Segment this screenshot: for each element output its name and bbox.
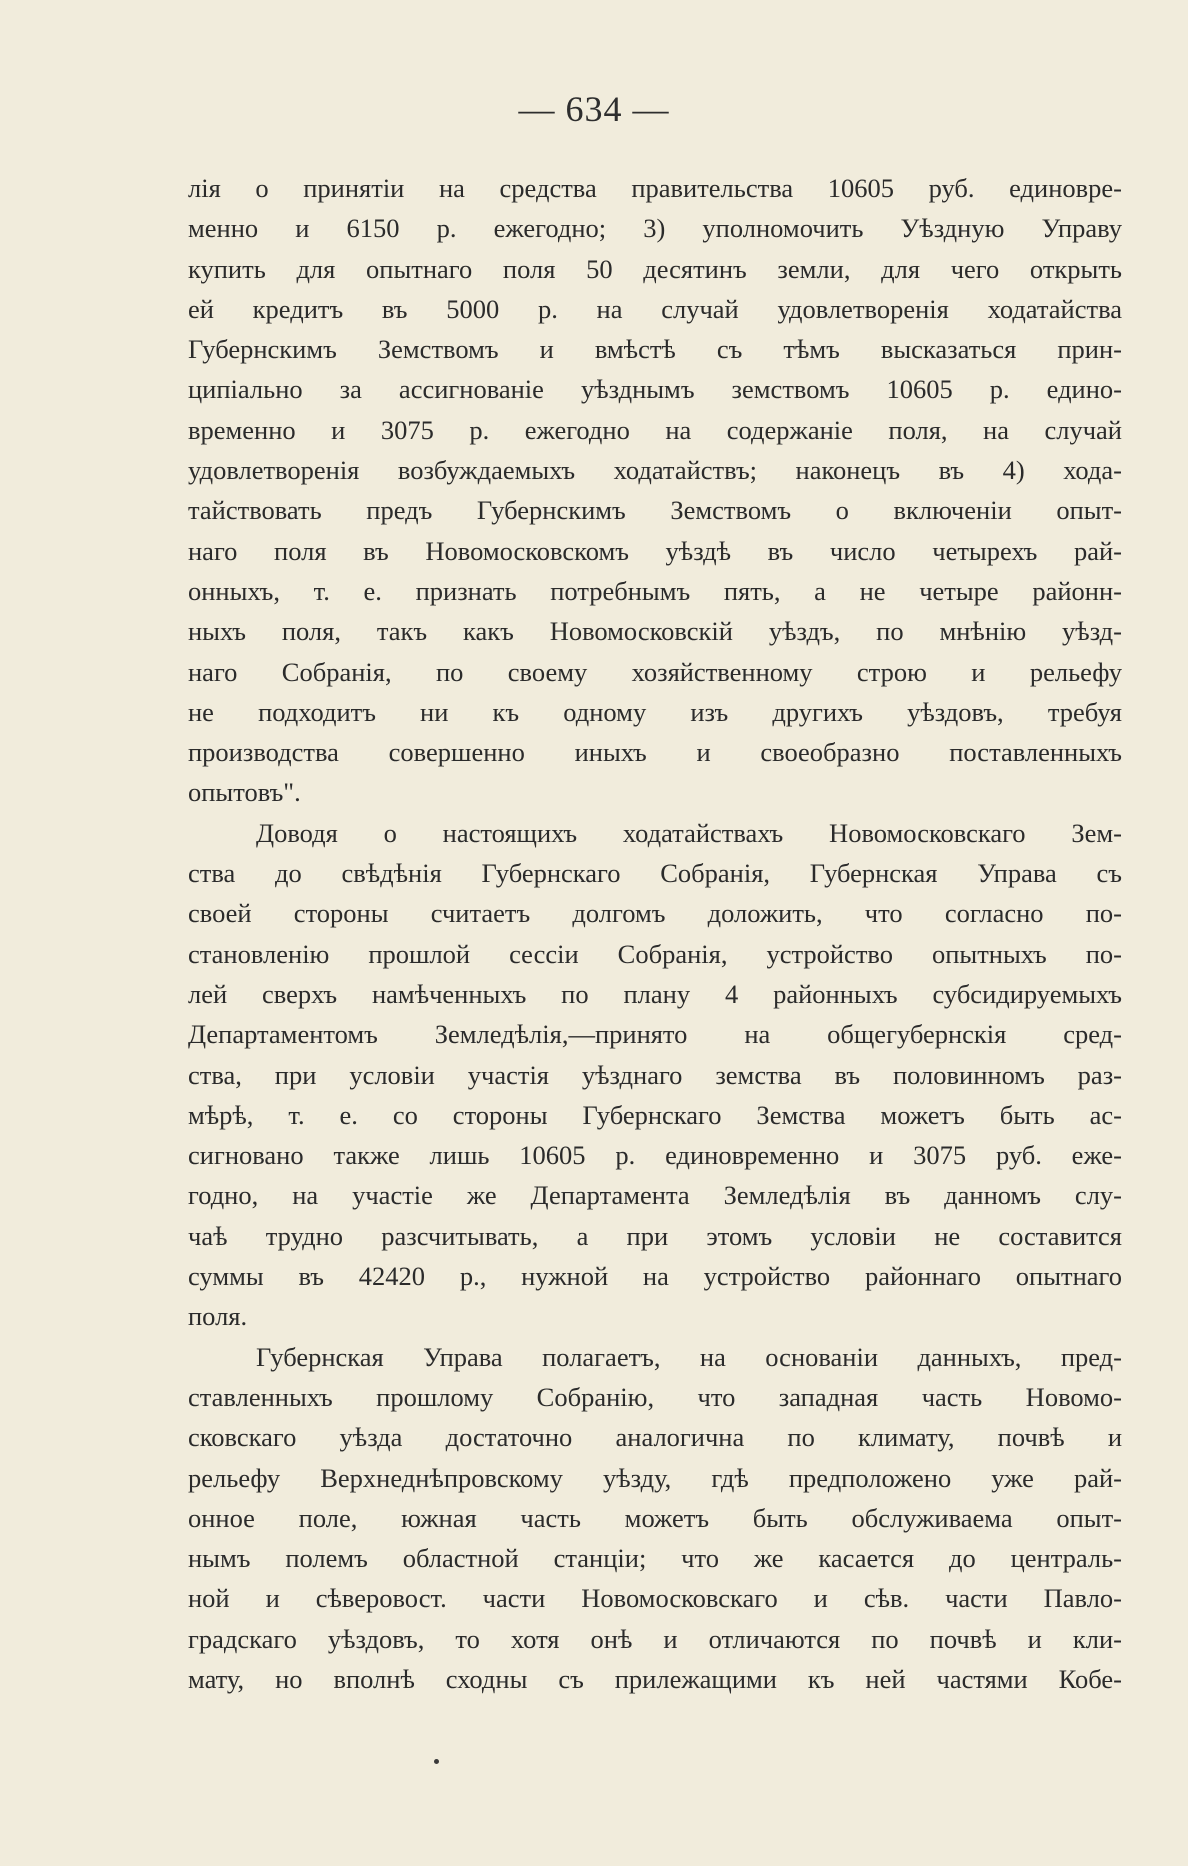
- text-line: лей сверхъ намѣченныхъ по плану 4 районныхъ субсидируемыхъ: [188, 978, 1122, 1009]
- text-line: ной и сѣверовост. части Новомосковскаго и сѣв. части Павло-: [188, 1583, 1122, 1614]
- text-line: онное поле, южная часть можетъ быть обслуживаема опыт-: [188, 1502, 1122, 1533]
- text-line: удовлетворенія возбуждаемыхъ ходатайствъ; наконецъ въ 4) хода-: [188, 455, 1122, 486]
- text-line: купить для опытнаго поля 50 десятинъ земли, для чего открыть: [188, 253, 1122, 284]
- text-line: ства до свѣдѣнія Губернскаго Собранія, Губернская Управа съ: [188, 858, 1122, 889]
- paragraph: [188, 168, 1122, 813]
- text-line: онныхъ, т. е. признать потребнымъ пять, а не четыре районн-: [188, 575, 1122, 606]
- text-line: ей кредитъ въ 5000 р. на случай удовлетворенія ходатайства: [188, 293, 1122, 324]
- text-line: Департаментомъ Земледѣлія,—принято на общегубернскія сред-: [188, 1019, 1122, 1050]
- text-line: менно и 6150 р. ежегодно; 3) уполномочить Уѣздную Управу: [188, 213, 1122, 244]
- text-line: рельефу Верхнеднѣпровскому уѣзду, гдѣ предположено уже рай-: [188, 1462, 1122, 1493]
- text-line: годно, на участіе же Департамента Земледѣлія въ данномъ слу-: [188, 1180, 1122, 1211]
- text-line: временно и 3075 р. ежегодно на содержаніе поля, на случай: [188, 414, 1122, 445]
- text-line: сигновано также лишь 10605 р. единовременно и 3075 руб. еже-: [188, 1140, 1122, 1171]
- text-line: Губернскимъ Земствомъ и вмѣстѣ съ тѣмъ высказаться прин-: [188, 334, 1122, 365]
- text-line: поля.: [188, 1301, 248, 1332]
- text-line: становленію прошлой сессіи Собранія, устройство опытныхъ по-: [188, 938, 1122, 969]
- text-line: сковскаго уѣзда достаточно аналогична по климату, почвѣ и: [188, 1422, 1122, 1453]
- text-line: градскаго уѣздовъ, то хотя онѣ и отличаются по почвѣ и кли-: [188, 1623, 1122, 1654]
- text-line: ныхъ поля, такъ какъ Новомосковскій уѣздъ, по мнѣнію уѣзд-: [188, 616, 1122, 647]
- text-line: мѣрѣ, т. е. со стороны Губернскаго Земства можетъ быть ас-: [188, 1099, 1122, 1130]
- text-line: своей стороны считаетъ долгомъ доложить, что согласно по-: [188, 898, 1122, 929]
- text-line: производства совершенно иныхъ и своеобразно поставленныхъ: [188, 737, 1122, 768]
- text-line: нымъ полемъ областной станціи; что же касается до централь-: [188, 1543, 1122, 1574]
- text-line: опытовъ".: [188, 777, 301, 808]
- text-line: ципіально за ассигнованіе уѣзднымъ земствомъ 10605 р. едино-: [188, 374, 1122, 405]
- paragraph: [188, 813, 1122, 1337]
- text-line: Доводя о настоящихъ ходатайствахъ Новомосковскаго Зем-: [256, 817, 1122, 848]
- ink-speck: [434, 1759, 439, 1764]
- text-line: тайствовать предъ Губернскимъ Земствомъ о включеніи опыт-: [188, 495, 1122, 526]
- page-number: — 634 —: [518, 89, 670, 129]
- text-line: ства, при условіи участія уѣзднаго земства въ половинномъ раз-: [188, 1059, 1122, 1090]
- text-line: суммы въ 42420 р., нужной на устройство районнаго опытнаго: [188, 1261, 1122, 1292]
- body-text: [188, 168, 1122, 1699]
- text-line: ставленныхъ прошлому Собранію, что западная часть Новомо-: [188, 1381, 1122, 1412]
- text-line: наго Собранія, по своему хозяйственному строю и рельефу: [188, 656, 1122, 687]
- paragraph: [188, 1337, 1122, 1700]
- text-line: чаѣ трудно разсчитывать, а при этомъ условіи не составится: [188, 1220, 1122, 1251]
- text-line: лія о принятіи на средства правительства 10605 руб. единовре-: [188, 173, 1122, 203]
- text-line: наго поля въ Новомосковскомъ уѣздѣ въ число четырехъ рай-: [188, 535, 1122, 566]
- text-line: не подходитъ ни къ одному изъ другихъ уѣздовъ, требуя: [188, 696, 1122, 727]
- text-line: Губернская Управа полагаетъ, на основаніи данныхъ, пред-: [256, 1341, 1122, 1372]
- text-line: мату, но вполнѣ сходны съ прилежащими къ ней частями Кобе-: [188, 1663, 1122, 1694]
